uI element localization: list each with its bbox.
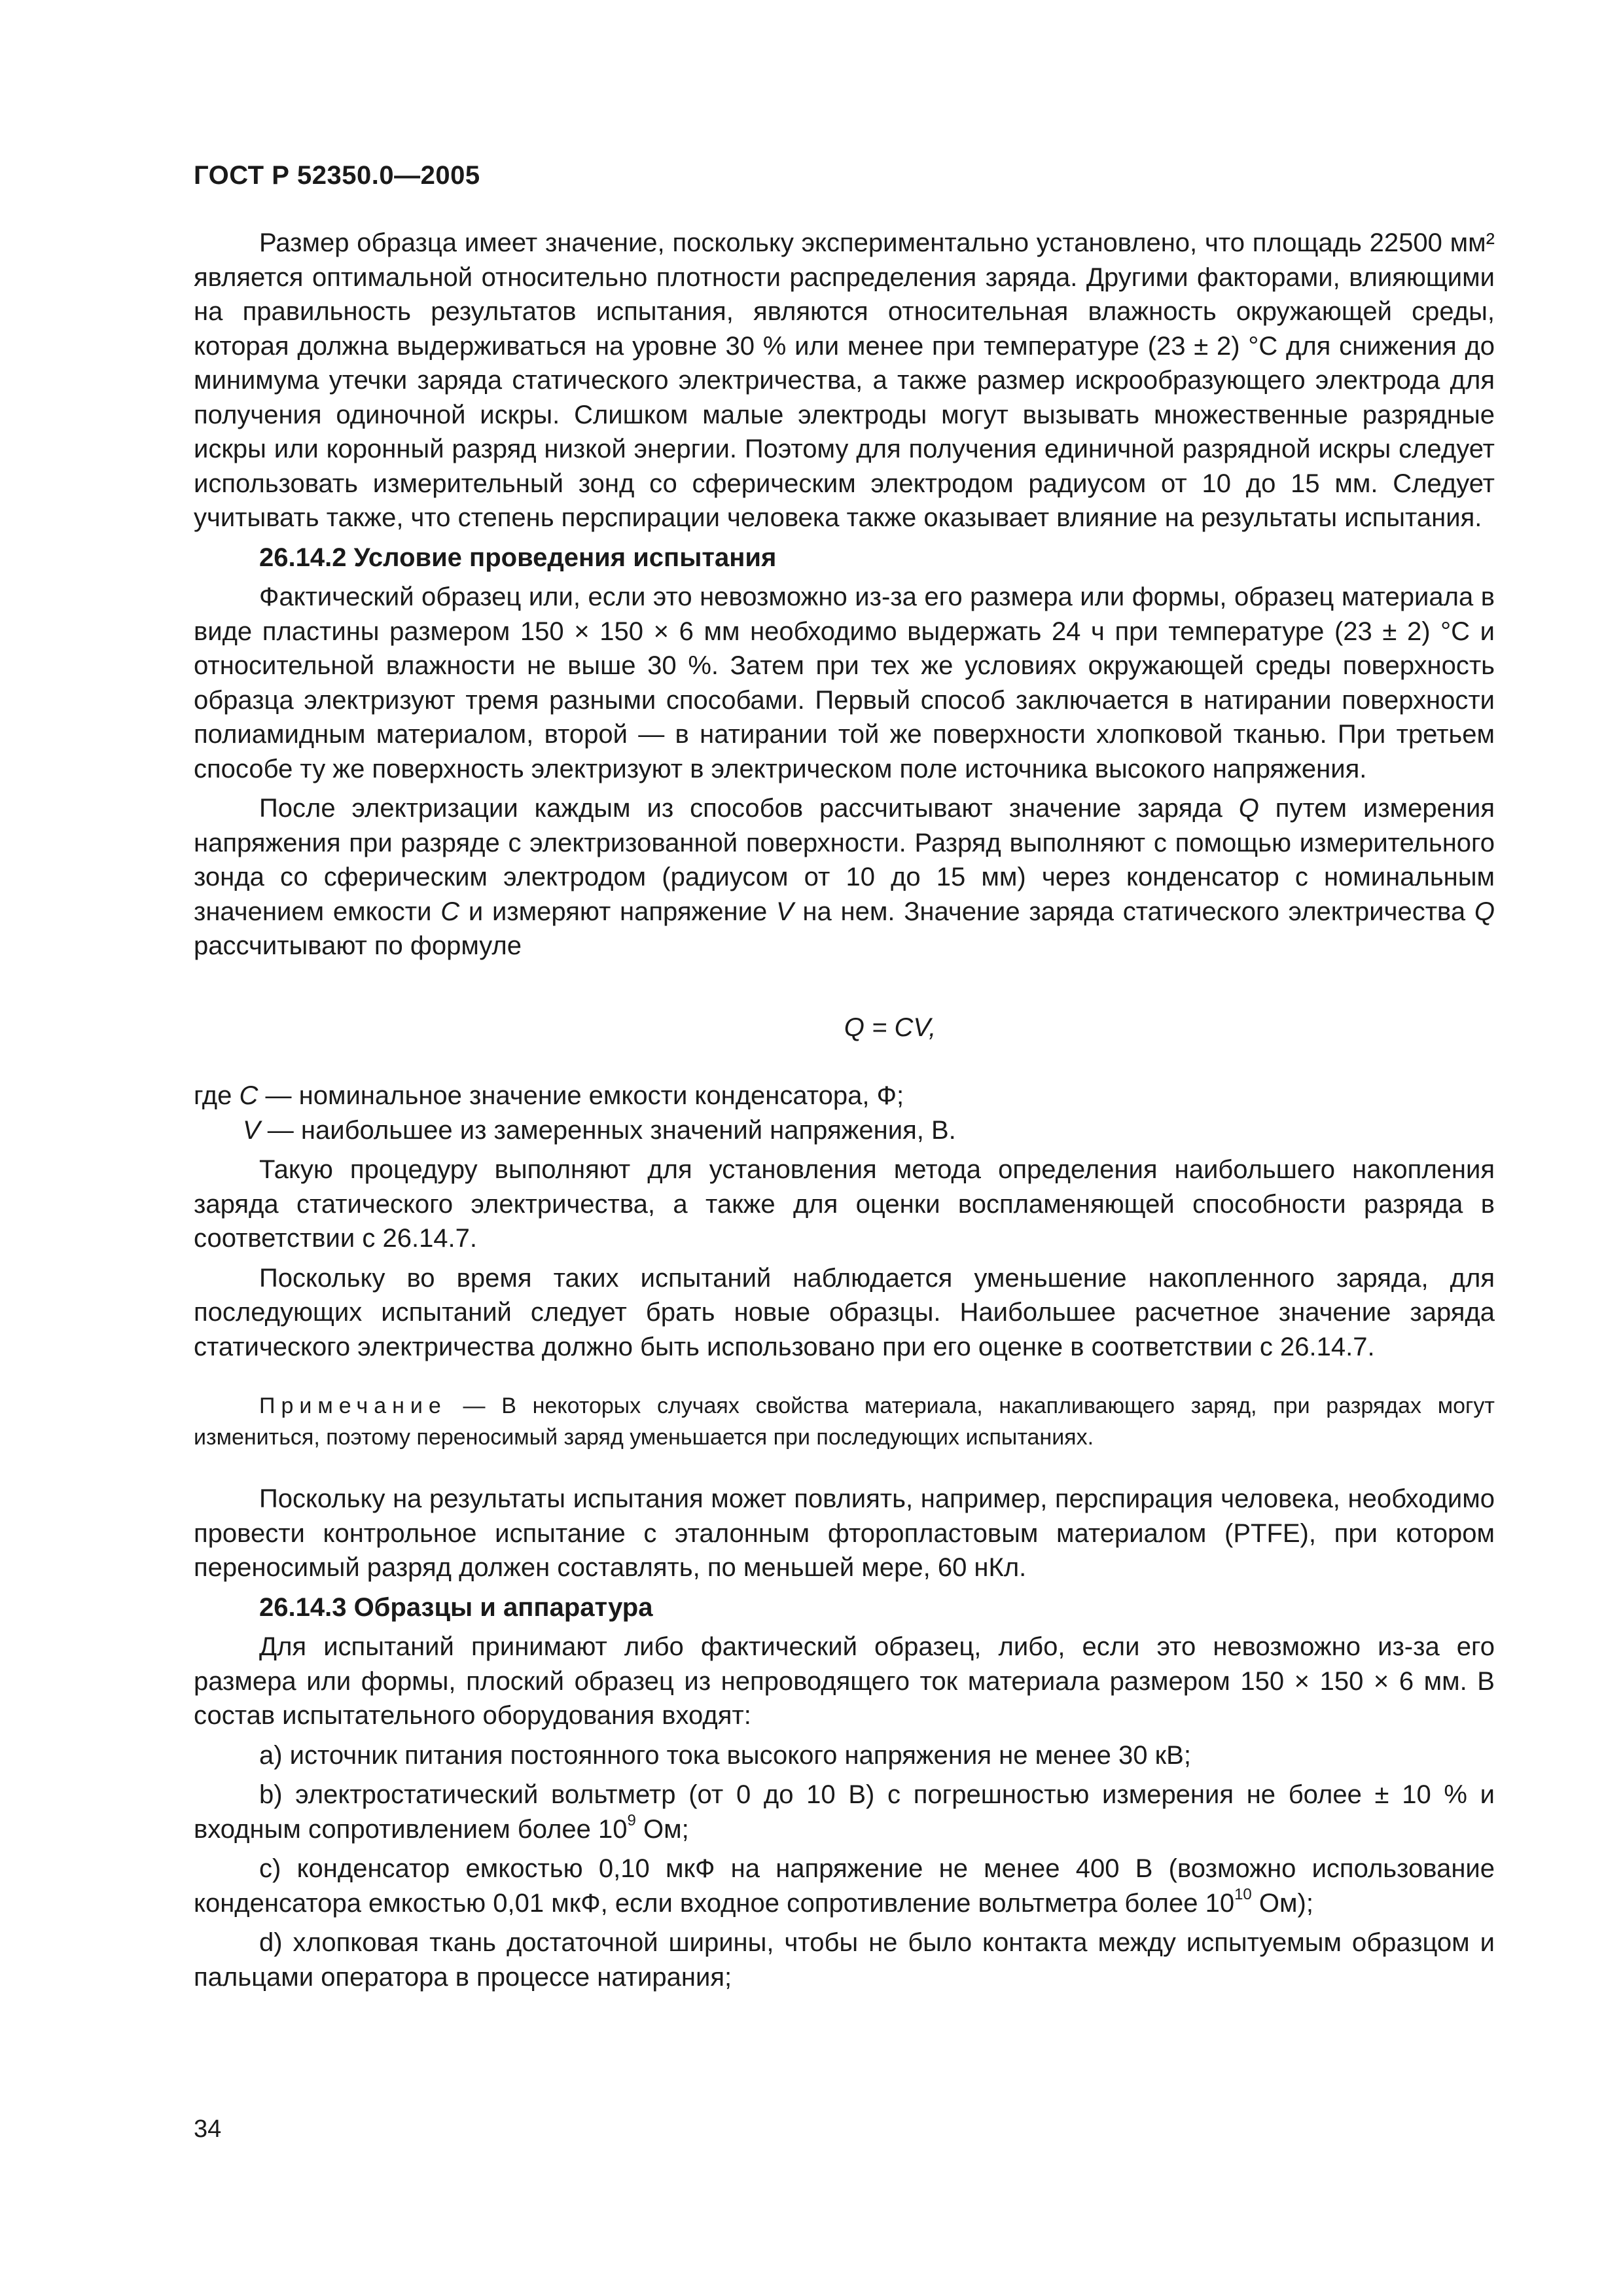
document-header: ГОСТ Р 52350.0—2005: [194, 161, 480, 190]
note-label: Примечание: [259, 1393, 447, 1418]
paragraph-charge-calculation: После электризации каждым из способов рассчитывают значение заряда Q путем измерения напряжения при разряде с электризованной поверхности. Разряд выполняют с помощью измерительного зонда со сферическим электродом (радиусом от 10 до 15 мм) через конденсатор с номинальным значением емкости С и измеряют напряжение V на нем. Значение заряда статического электричества Q рассчитывают по формуле: [194, 794, 1495, 960]
formula-legend-c: где С — номинальное значение емкости конденсатора, Ф;: [194, 1081, 904, 1110]
paragraph-sample-size: Размер образца имеет значение, поскольку экспериментально установлено, что площадь 22500 мм² является оптимальной относительно плотности распределения заряда. Другими факторами, влияющими на правильность результатов испытания, являются относительная влажность окружающей среды, которая должна выдерживаться на уровне 30 % или менее при температуре (23 ± 2) °С для снижения до минимума утечки заряда статического электричества, а также размер искрообразующего электрода для получения одиночной искры. Слишком малые электроды могут вызывать множественные разрядные искры или коронный разряд низкой энергии. Поэтому для получения единичной разрядной искры следует использовать измерительный зонд со сферическим электродом радиусом от 10 до 15 мм. Следует учитывать также, что степень перспирации человека также оказывает влияние на результаты испытания.: [194, 228, 1495, 532]
paragraph-procedure-purpose: Такую процедуру выполняют для установления метода определения наибольшего накопления заряда статического электричества, а также для оценки воспламеняющей способности разряда в соответствии с 26.14.7.: [194, 1155, 1495, 1253]
section-heading-26-14-3: 26.14.3 Образцы и аппаратура: [259, 1592, 653, 1622]
formula-charge: Q = CV,: [844, 1013, 936, 1042]
list-item-c: c) конденсатор емкостью 0,10 мкФ на напряжение не менее 400 В (возможно использование конденсатора емкостью 0,01 мкФ, если входное сопротивление вольтметра более $10^{10}$ Ом);: [194, 1854, 1495, 1918]
paragraph-control-test: Поскольку на результаты испытания может повлиять, например, перспирация человека, необходимо провести контрольное испытание с эталонным фторопластовым материалом (PTFE), при котором переносимый разряд должен составлять, по меньшей мере, 60 нКл.: [194, 1484, 1495, 1582]
paragraph-test-conditions: Фактический образец или, если это невозможно из-за его размера или формы, образец материала в виде пластины размером 150 × 150 × 6 мм необходимо выдержать 24 ч при температуре (23 ± 2) °С и относительной влажности не выше 30 %. Затем при тех же условиях окружающей среды поверхность образца электризуют тремя разными способами. Первый способ заключается в натирании поверхности полиамидным материалом, второй — в натирании той же поверхности хлопковой тканью. При третьем способе ту же поверхность электризуют в электрическом поле источника высокого напряжения.: [194, 583, 1495, 783]
paragraph-samples-apparatus: Для испытаний принимают либо фактический образец, либо, если это невозможно из-за его размера или формы, плоский образец из непроводящего ток материала размером 150 × 150 × 6 мм. В состав испытательного оборудования входят:: [194, 1632, 1495, 1730]
note-text: — В некоторых случаях свойства материала, накапливающего заряд, при разрядах могут измениться, поэтому переносимый заряд уменьшается при последующих испытаниях.: [194, 1393, 1495, 1450]
paragraph-new-samples: Поскольку во время таких испытаний наблюдается уменьшение накопленного заряда, для последующих испытаний следует брать новые образцы. Наибольшее расчетное значение заряда статического электричества должно быть использовано при его оценке в соответствии с 26.14.7.: [194, 1263, 1495, 1361]
list-item-b: b) электростатический вольтметр (от 0 до 10 В) с погрешностью измерения не более ± 10 % и входным сопротивлением более $10^9$ Ом;: [194, 1780, 1495, 1844]
formula-legend-v: V — наибольшее из замеренных значений напряжения, В.: [243, 1115, 956, 1145]
page-number: 34: [194, 2115, 222, 2143]
list-item-a: a) источник питания постоянного тока высокого напряжения не менее 30 кВ;: [259, 1740, 1191, 1770]
section-heading-26-14-2: 26.14.2 Условие проведения испытания: [259, 543, 777, 572]
document-body: [194, 226, 1495, 2000]
list-item-d: d) хлопковая ткань достаточной ширины, чтобы не было контакта между испытуемым образцом и пальцами оператора в процессе натирания;: [194, 1928, 1495, 1992]
note: [194, 1390, 1495, 1453]
